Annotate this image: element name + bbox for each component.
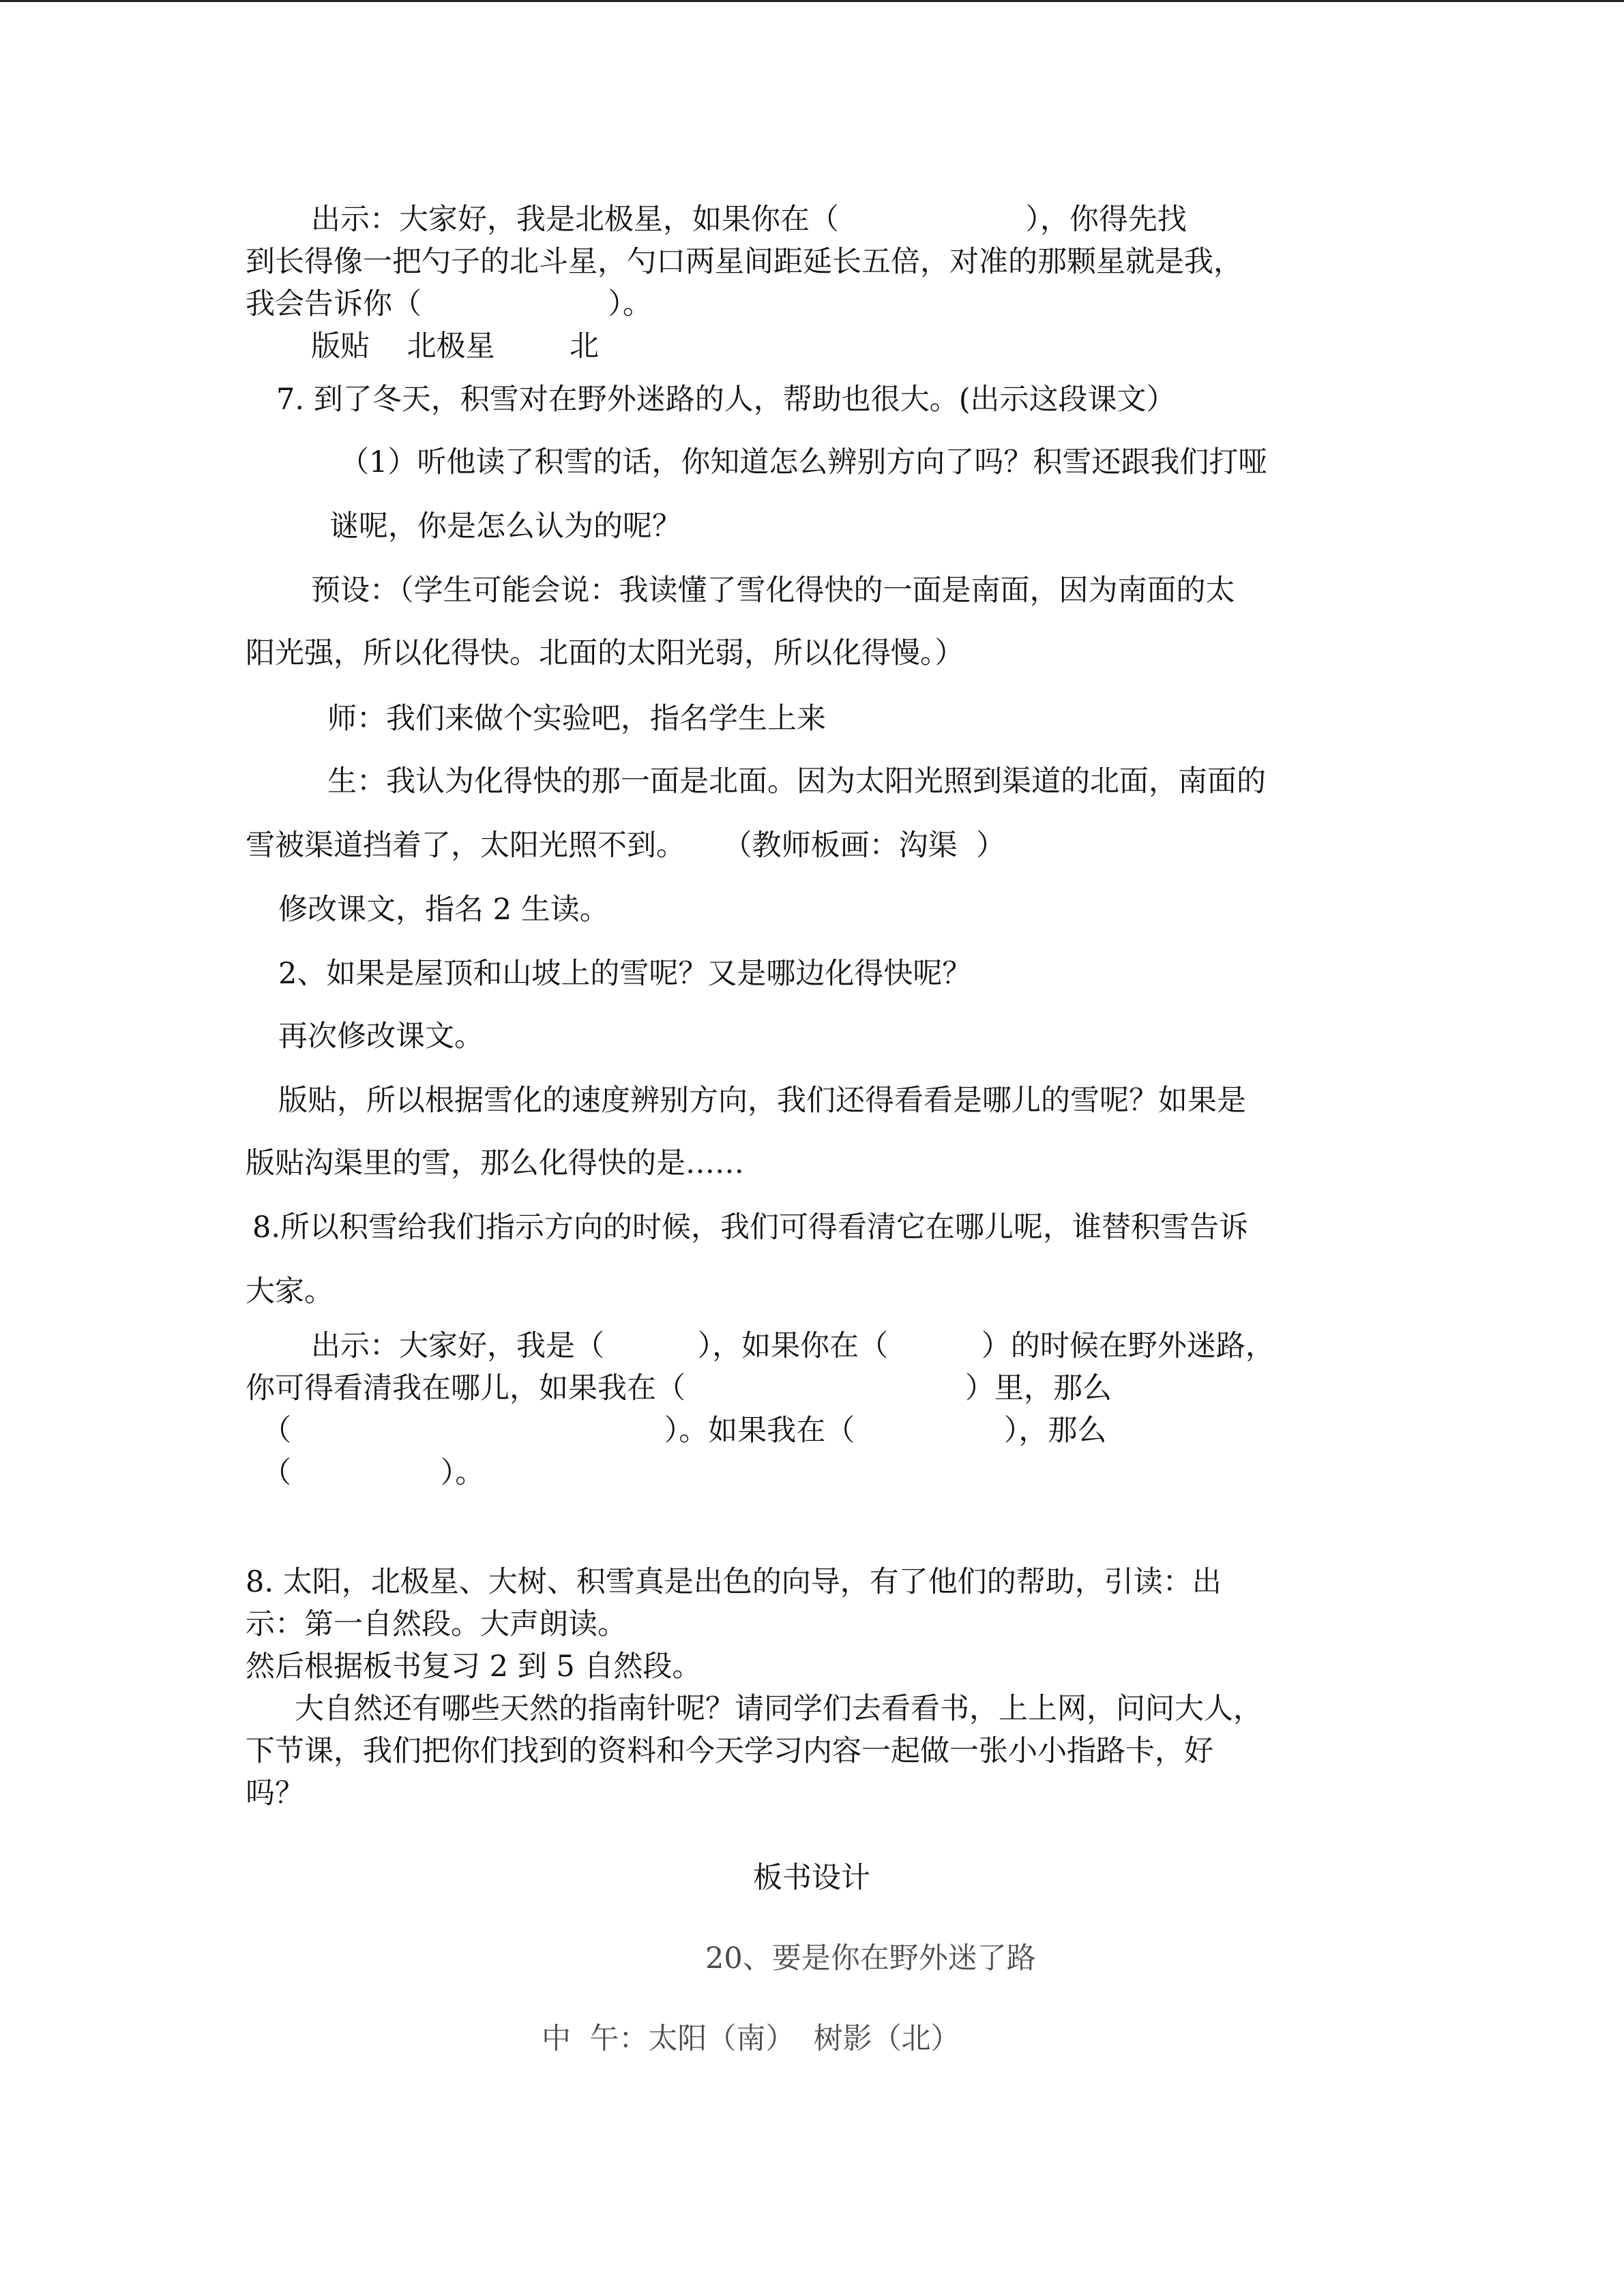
paragraph-line: 下节课，我们把你们找到的资料和今天学习内容一起做一张小小指路卡，好 [246, 1734, 1213, 1768]
paragraph-line: 雪被渠道挡着了，太阳光照不到。 （教师板画：沟渠 ） [246, 829, 1006, 863]
paragraph-line: 大家。 [246, 1274, 334, 1309]
paragraph-line: 版贴，所以根据雪化的速度辨别方向，我们还得看看是哪儿的雪呢？如果是 [278, 1084, 1246, 1118]
paragraph-line: 7. 到了冬天，积雪对在野外迷路的人，帮助也很大。(出示这段课文） [276, 383, 1176, 417]
paragraph-line: 2、如果是屋顶和山坡上的雪呢？又是哪边化得快呢？ [278, 957, 972, 991]
paragraph-line: 出示：大家好，我是（ ），如果你在（ ）的时候在野外迷路， [311, 1329, 1275, 1363]
paragraph-line: （ ）。 [262, 1456, 485, 1490]
board-design-title: 20、要是你在野外迷了路 [705, 1941, 1036, 1976]
paragraph-line: 示：第一自然段。大声朗读。 [246, 1607, 627, 1641]
paragraph-line: 谜呢，你是怎么认为的呢？ [329, 509, 681, 543]
paragraph-line: 吗？ [246, 1776, 304, 1810]
paragraph-line: 然后根据板书复习 2 到 5 自然段。 [246, 1650, 702, 1684]
paragraph-line: 再次修改课文。 [278, 1019, 484, 1054]
paragraph-line: 版贴 北极星 北 [311, 329, 600, 363]
board-design-heading: 板书设计 [753, 1861, 870, 1895]
paragraph-line: 出示：大家好，我是北极星，如果你在（ ），你得先找 [311, 203, 1187, 237]
paragraph-line: 修改课文，指名 2 生读。 [278, 893, 609, 927]
paragraph-line: 你可得看清我在哪儿，如果我在（ ）里，那么 [246, 1371, 1112, 1405]
paragraph-line: 我会告诉你（ ）。 [246, 287, 652, 321]
paragraph-line: 8.所以积雪给我们指示方向的时候，我们可得看清它在哪儿呢，谁替积雪告诉 [252, 1210, 1249, 1244]
paragraph-line: 预设：（学生可能会说：我读懂了雪化得快的一面是南面，因为南面的太 [311, 573, 1235, 608]
paragraph-line: 8. 太阳，北极星、大树、积雪真是出色的向导，有了他们的帮助，引读：出 [246, 1565, 1222, 1599]
paragraph-line: 大自然还有哪些天然的指南针呢？请同学们去看看书，上上网，问问大人， [295, 1692, 1263, 1726]
paragraph-line: 生：我认为化得快的那一面是北面。因为太阳光照到渠道的北面，南面的 [327, 764, 1266, 799]
paragraph-line: 师：我们来做个实验吧，指名学生上来 [327, 702, 826, 736]
page-top-border [0, 0, 1624, 2]
paragraph-line: 阳光强，所以化得快。北面的太阳光弱，所以化得慢。） [246, 636, 964, 670]
board-design-noon-line: 中 午：太阳（南） 树影（北） [542, 2022, 960, 2056]
paragraph-line: 到长得像一把勺子的北斗星，勺口两星间距延长五倍，对准的那颗星就是我， [246, 245, 1243, 279]
paragraph-line: （ ）。如果我在（ ），那么 [262, 1414, 1107, 1448]
paragraph-line: 版贴沟渠里的雪，那么化得快的是…… [246, 1146, 744, 1180]
paragraph-line: （1）听他读了积雪的话，你知道怎么辨别方向了吗？积雪还跟我们打哑 [340, 445, 1268, 479]
